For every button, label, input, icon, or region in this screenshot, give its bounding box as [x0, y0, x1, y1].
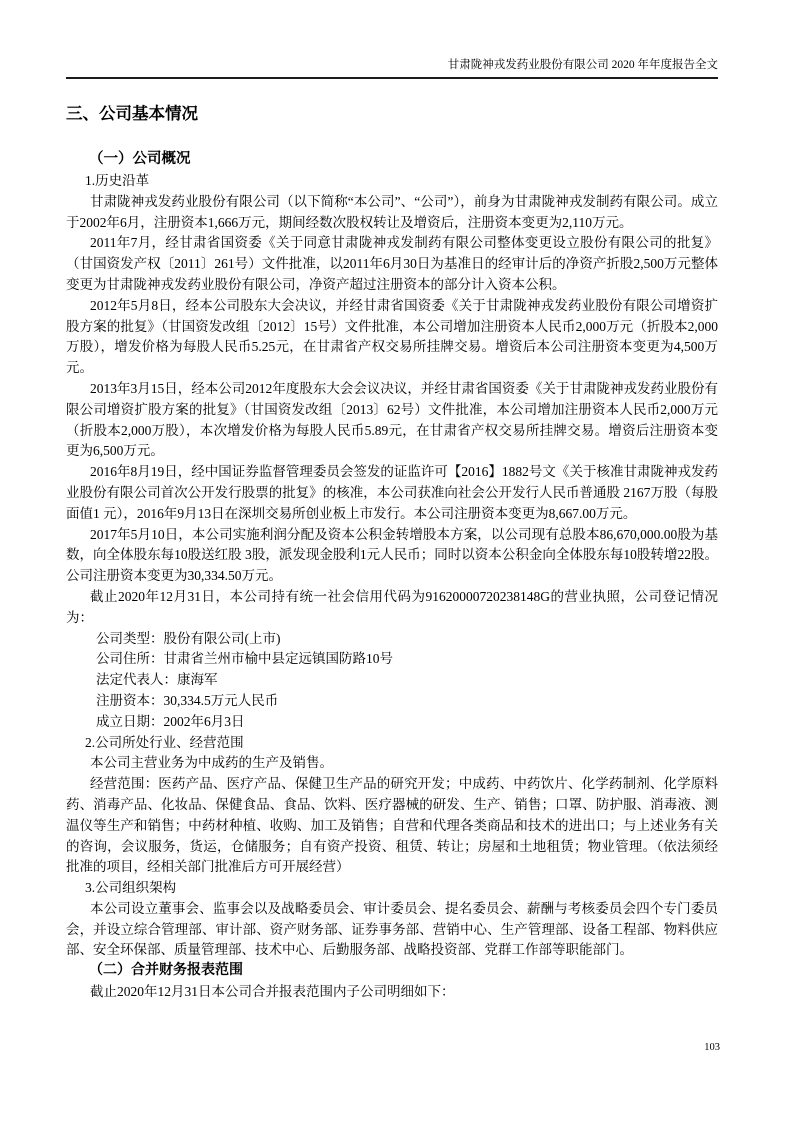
registration-item-legal-representative: 法定代表人：康海军 — [96, 672, 218, 688]
subsection-title-consolidation-scope: （二）合并财务报表范围 — [89, 963, 243, 979]
history-paragraph: 2012年5月8日，经本公司股东大会决议，并经甘肃省国资委《关于甘肃陇神戎发药业股份有限公司增资扩股方案的批复》（甘国资发改组〔2012〕15号）文件批准，本公司增加注册资本人民币2,000万元（折股本2,000万股），增发价格为每股人民币5.25元，在甘肃省产权交易所挂牌交易。增资后本公司注册资本变更为4,500万元。 — [66, 297, 718, 376]
consolidation-scope-paragraph: 截止2020年12月31日本公司合并报表范围内子公司明细如下： — [90, 984, 455, 1000]
organization-heading: 3.公司组织架构 — [85, 880, 177, 896]
header-title: 甘肃陇神戎发药业股份有限公司 2020 年年度报告全文 — [447, 59, 718, 71]
registration-item-registered-capital: 注册资本：30,334.5万元人民币 — [96, 692, 279, 708]
page-header — [66, 57, 718, 79]
organization-paragraph: 本公司设立董事会、监事会以及战略委员会、审计委员会、提名委员会、薪酬与考核委员会四个专门委员会，并设立综合管理部、审计部、资产财务部、证券事务部、营销中心、生产管理部、设备工程部、物料供应部、安全环保部、质量管理部、技术中心、后勤服务部、战略投资部、党群工作部等职能部门。 — [66, 900, 718, 958]
history-heading: 1.历史沿革 — [85, 173, 150, 188]
document-body — [66, 171, 718, 1003]
history-paragraph: 2011年7月，经甘肃省国资委《关于同意甘肃陇神戎发制药有限公司整体变更设立股份有限公司的批复》（甘国资发产权〔2011〕261号）文件批准，以2011年6月30日为基准日的经审计后的净资产折股2,500万元整体变更为甘肃陇神戎发药业股份有限公司，净资产超过注册资本的部分计入资本公积。 — [66, 235, 718, 292]
industry-heading: 2.公司所处行业、经营范围 — [85, 734, 244, 750]
history-paragraph: 截止2020年12月31日，本公司持有统一社会信用代码为91620000720238148G的营业执照，公司登记情况为： — [66, 588, 718, 625]
registration-item-address: 公司住所：甘肃省兰州市榆中县定远镇国防路10号 — [96, 651, 393, 667]
section-title: 三、公司基本情况 — [66, 104, 198, 123]
page-number: 103 — [704, 1042, 720, 1053]
industry-paragraph: 本公司主营业务为中成药的生产及销售。 — [90, 755, 333, 771]
registration-item-establish-date: 成立日期：2002年6月3日 — [96, 713, 245, 729]
registration-item-company-type: 公司类型：股份有限公司(上市) — [96, 630, 281, 646]
history-paragraph: 2013年3月15日，经本公司2012年度股东大会会议决议，并经甘肃省国资委《关于甘肃陇神戎发药业股份有限公司增资扩股方案的批复》（甘国资发改组〔2013〕62号）文件批准，本公司增加注册资本人民币2,000万元（折股本2,000万股），本次增发价格为每股人民币5.89元，在甘肃省产权交易所挂牌交易。增资后注册资本变更为6,500万元。 — [66, 380, 718, 459]
subsection-title-company-profile: （一）公司概况 — [89, 151, 191, 167]
history-paragraph: 2017年5月10日，本公司实施利润分配及资本公积金转增股本方案，以公司现有总股本86,670,000.00股为基数，向全体股东每10股送红股 3股，派发现金股利1元人民币；同时以资本公积金向全体股东每10股转增22股。公司注册资本变更为30,334.50万元。 — [66, 526, 718, 584]
history-paragraph: 2016年8月19日，经中国证券监督管理委员会签发的证监许可【2016】1882号文《关于核准甘肃陇神戎发药业股份有限公司首次公开发行股票的批复》的核准，本公司获准向社会公开发行人民币普通股 2167万股（每股面值1 元），2016年9月13日在深圳交易所创业板上市发行。本公司注册资本变更为8,667.00万元。 — [66, 464, 718, 521]
history-paragraph: 甘肃陇神戎发药业股份有限公司（以下简称“本公司”、“公司”），前身为甘肃陇神戎发制药有限公司。成立于2002年6月，注册资本1,666万元，期间经数次股权转让及增资后，注册资本变更为2,110万元。 — [66, 193, 718, 230]
industry-paragraph: 经营范围：医药产品、医疗产品、保健卫生产品的研究开发；中成药、中药饮片、化学药制剂、化学原料药、消毒产品、化妆品、保健食品、食品、饮料、医疗器械的研发、生产、销售；口罩、防护服、消毒液、测温仪等生产和销售；中药材种植、收购、加工及销售；自营和代理各类商品和技术的进出口；与上述业务有关的咨询，会议服务，货运，仓储服务；自有资产投资、租赁、转让；房屋和土地租赁；物业管理。（依法须经批准的项目，经相关部门批准后方可开展经营） — [66, 776, 718, 875]
